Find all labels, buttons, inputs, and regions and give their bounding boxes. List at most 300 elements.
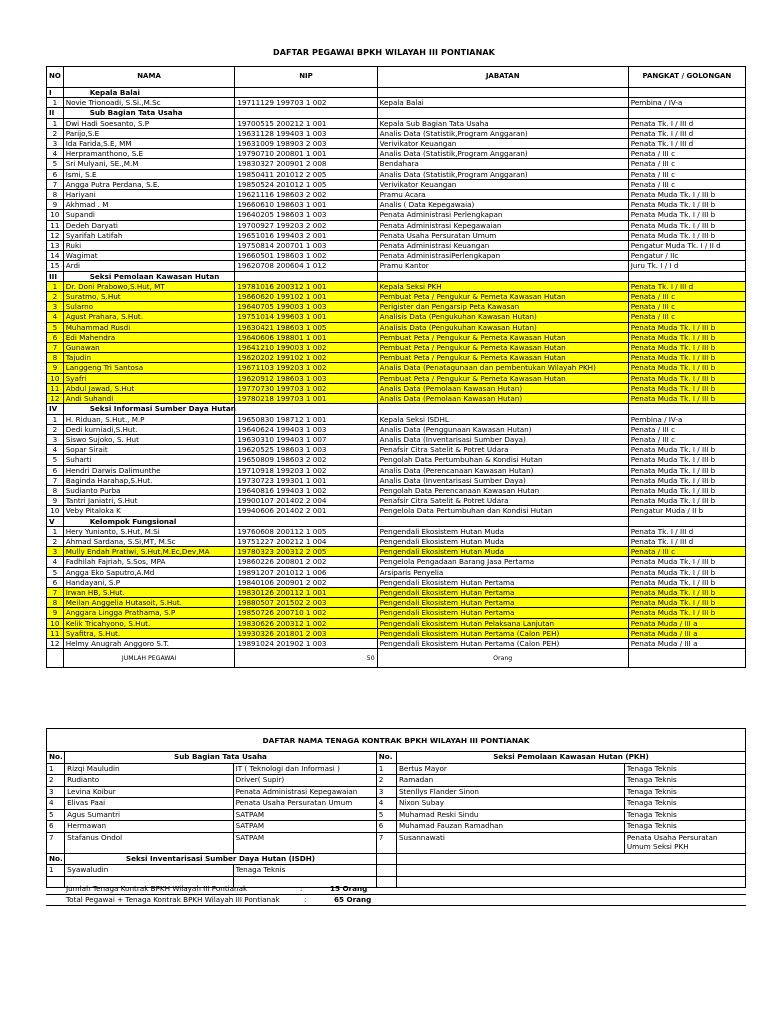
row-nama: Fadhilah Fajriah, S.Sos, MPA (63, 557, 235, 567)
row-pangkat: Penata Muda Tk. I / III b (628, 445, 745, 455)
row-pangkat: Penata Tk. I / III d (628, 536, 745, 546)
row-pangkat: Penata / III c (628, 179, 745, 189)
row-nip: 19640624 199403 1 003 (235, 424, 377, 434)
row-jabatan: Analis Data (Penatagunaan dan pembentukan Wilayah PKH) (377, 363, 628, 373)
row-pangkat: Penata Muda Tk. I / III b (628, 332, 745, 342)
section-empty-cell (628, 271, 745, 281)
kontrak-empty-cell (396, 853, 745, 865)
kontrak-right-no: 1 (376, 763, 396, 775)
row-jabatan: Kepala Sub Bagian Tata Usaha (377, 118, 628, 128)
row-nip: 19640816 199403 1 002 (235, 485, 377, 495)
row-no: 12 (47, 230, 64, 240)
kontrak-row (47, 821, 746, 833)
section-row (47, 88, 746, 98)
row-jabatan: Penata Usaha Persuratan Umum (377, 230, 628, 240)
kontrak-row (47, 786, 746, 798)
kontrak-isdh-jabatan: Tenaga Teknis (233, 865, 376, 877)
kontrak-empty-cell (376, 876, 396, 888)
row-nama: Angga Putra Perdana, S.E. (63, 179, 235, 189)
row-jabatan: Pengendali Ekosistem Hutan Pertama (377, 577, 628, 587)
row-nama: Ardi (63, 261, 235, 271)
kontrak-left-no: 6 (47, 821, 65, 833)
table-row (47, 628, 746, 638)
row-nama: Mully Endah Pratiwi, S.Hut,M.Ec,Dev,MA (63, 547, 235, 557)
section-empty-cell (377, 88, 628, 98)
row-no: 3 (47, 547, 64, 557)
row-jabatan: Pengendali Ekosistem Hutan Pertama (377, 598, 628, 608)
row-nama: Sularno (63, 302, 235, 312)
row-pangkat: Penata Tk. I / III d (628, 281, 745, 291)
row-pangkat: Penata Muda Tk. I / III b (628, 343, 745, 353)
page-title: DAFTAR PEGAWAI BPKH WILAYAH III PONTIANAK (273, 48, 495, 57)
table-row (47, 445, 746, 455)
kontrak-right-jabatan: Tenaga Teknis (624, 786, 745, 798)
row-nip: 19930326 201801 2 003 (235, 628, 377, 638)
row-jabatan: Penata Administrasi Kepegawaian (377, 220, 628, 230)
kontrak-right-jabatan: Tenaga Teknis (624, 798, 745, 810)
kontrak-empty-cell (396, 876, 745, 888)
row-no: 11 (47, 628, 64, 638)
row-no: 2 (47, 292, 64, 302)
row-jabatan: Pengolah Data Pertumbuhan & Kondisi Hutan (377, 455, 628, 465)
table-row (47, 169, 746, 179)
kontrak-row (47, 798, 746, 810)
section-number: III (47, 271, 64, 281)
row-nama: Ida Farida,S.E, MM (63, 139, 235, 149)
row-no: 12 (47, 638, 64, 648)
section-empty-cell (377, 516, 628, 526)
kontrak-left-no: 3 (47, 786, 65, 798)
row-pangkat: Penata Muda Tk. I / III b (628, 557, 745, 567)
table-row (47, 536, 746, 546)
kontrak-right-no: 7 (376, 832, 396, 853)
row-pangkat: Penata Muda Tk. I / III b (628, 394, 745, 404)
row-no: 10 (47, 618, 64, 628)
kontrak-right-header: Seksi Pemolaan Kawasan Hutan (PKH) (396, 752, 745, 764)
table-row (47, 332, 746, 342)
kontrak-row (47, 775, 746, 787)
row-no: 8 (47, 598, 64, 608)
kontrak-left-no-header: No. (47, 752, 65, 764)
kontrak-empty-cell (376, 853, 396, 865)
kontrak-row (47, 809, 746, 821)
kontrak-header-row (47, 752, 746, 764)
row-jabatan: Kepala Balai (377, 98, 628, 108)
row-no: 6 (47, 577, 64, 587)
row-nip: 19631128 199403 1 003 (235, 128, 377, 138)
row-nama: Tajudin (63, 353, 235, 363)
row-jabatan: Bendahara (377, 159, 628, 169)
table-row (47, 149, 746, 159)
row-no: 1 (47, 281, 64, 291)
row-no: 10 (47, 210, 64, 220)
section-empty-cell (628, 88, 745, 98)
row-jabatan: Pembuat Peta / Pengukur & Pemeta Kawasan Hutan (377, 332, 628, 342)
row-nip: 19700515 200212 1 001 (235, 118, 377, 128)
row-nip: 19770730 199703 1 002 (235, 383, 377, 393)
row-nip: 19780218 199703 1 001 (235, 394, 377, 404)
row-jabatan: Penata AdministrasiPerlengkapan (377, 251, 628, 261)
row-pangkat: Penata / III c (628, 547, 745, 557)
row-pangkat: Penata Muda Tk. I / III b (628, 485, 745, 495)
row-no: 15 (47, 261, 64, 271)
kontrak-right-jabatan: Tenaga Teknis (624, 809, 745, 821)
row-pangkat: Penata Muda Tk. I / III b (628, 353, 745, 363)
row-jabatan: Pramu Kantor (377, 261, 628, 271)
row-no: 11 (47, 220, 64, 230)
row-no: 9 (47, 496, 64, 506)
row-nip: 19760608 200112 1 005 (235, 526, 377, 536)
row-nama: Syafitra, S.Hut. (63, 628, 235, 638)
row-jabatan: Pengendali Ekosistem Hutan Pertama (377, 587, 628, 597)
table-row (47, 343, 746, 353)
kontrak-right-nama: Bertus Mayor (396, 763, 624, 775)
table-row (47, 567, 746, 577)
row-pangkat: Pengatur / IIc (628, 251, 745, 261)
table-row (47, 312, 746, 322)
kontrak-left-nama: Levina Koibur (65, 786, 233, 798)
row-jabatan: Pembuat Peta / Pengukur & Pemeta Kawasan Hutan (377, 353, 628, 363)
row-pangkat: Penata Tk. I / III d (628, 118, 745, 128)
row-jabatan: Analis Data (Penggunaan Kawasan Hutan) (377, 424, 628, 434)
section-empty-cell (628, 404, 745, 414)
row-pangkat: Penata Muda Tk. I / III b (628, 210, 745, 220)
section-number: I (47, 88, 64, 98)
row-nama: Hariyani (63, 190, 235, 200)
row-pangkat: Juru Tk. I / I d (628, 261, 745, 271)
row-nama: Anggara Lingga Prathama, S.P (63, 608, 235, 618)
row-jabatan: Analis Data (Pemolaan Kawasan Hutan) (377, 394, 628, 404)
row-no: 3 (47, 302, 64, 312)
row-no: 6 (47, 332, 64, 342)
table-row (47, 179, 746, 189)
kontrak-table-body (47, 752, 746, 888)
row-nip: 19830626 200312 1 002 (235, 618, 377, 628)
total-label: JUMLAH PEGAWAI (63, 649, 235, 668)
table-row (47, 587, 746, 597)
table-row (47, 373, 746, 383)
row-nip: 19640705 199003 1 003 (235, 302, 377, 312)
row-no: 13 (47, 241, 64, 251)
table-row (47, 383, 746, 393)
row-no: 10 (47, 373, 64, 383)
row-nip: 19850411 201012 2 005 (235, 169, 377, 179)
row-nip: 19830327 200901 2 008 (235, 159, 377, 169)
row-jabatan: Kepala Seksi ISDHL (377, 414, 628, 424)
table-row (47, 98, 746, 108)
row-pangkat: Penata / III c (628, 292, 745, 302)
row-nip: 19860226 200801 2 002 (235, 557, 377, 567)
row-jabatan: Analis Data (Pemolaan Kawasan Hutan) (377, 383, 628, 393)
row-nip: 19700927 199203 2 002 (235, 220, 377, 230)
table-row (47, 434, 746, 444)
kontrak-empty-cell (376, 865, 396, 877)
row-pangkat: Penata Muda Tk. I / III b (628, 383, 745, 393)
row-nip: 19641210 199003 1 002 (235, 343, 377, 353)
table-row (47, 618, 746, 628)
row-nama: Supandi (63, 210, 235, 220)
row-pangkat: Penata Muda Tk. I / III b (628, 373, 745, 383)
row-pangkat: Penata Muda Tk. I / III b (628, 363, 745, 373)
row-jabatan: Pembuat Peta / Pengukur & Pemeta Kawasan Hutan (377, 292, 628, 302)
kontrak-right-nama: Nixon Subay (396, 798, 624, 810)
row-jabatan: Pengendali Ekosistem Hutan Muda (377, 547, 628, 557)
row-nama: Helmy Anugrah Anggoro S.T. (63, 638, 235, 648)
total-row (47, 649, 746, 668)
section-number: IV (47, 404, 64, 414)
kontrak-right-no: 2 (376, 775, 396, 787)
section-name: Seksi Informasi Sumber Daya Hutan (63, 404, 235, 414)
row-nama: Angga Eko Saputro,A.Md (63, 567, 235, 577)
table-row (47, 139, 746, 149)
row-nama: Siswo Sujoko, S. Hut (63, 434, 235, 444)
table-row (47, 608, 746, 618)
row-no: 5 (47, 567, 64, 577)
row-nip: 19781016 200312 1 001 (235, 281, 377, 291)
row-nip: 19891024 201902 1 003 (235, 638, 377, 648)
section-empty-cell (235, 516, 377, 526)
row-nama: Sudianto Purba (63, 485, 235, 495)
row-no: 7 (47, 343, 64, 353)
section-name: Sub Bagian Tata Usaha (63, 108, 235, 118)
table-row (47, 128, 746, 138)
row-nip: 19751014 199603 1 001 (235, 312, 377, 322)
row-nama: Novie Trionoadi, S.Si.,M.Sc (63, 98, 235, 108)
kontrak-left-jabatan: IT ( Teknologi dan Informasi ) (233, 763, 376, 775)
kontrak-left-jabatan: SATPAM (233, 821, 376, 833)
table-row (47, 496, 746, 506)
kontrak-left-nama: Elivas Paai (65, 798, 233, 810)
row-nama: Akhmad . M (63, 200, 235, 210)
row-pangkat: Pengatur Muda / II b (628, 506, 745, 516)
row-nama: Ismi, S.E (63, 169, 235, 179)
header-jabatan: JABATAN (377, 67, 628, 88)
row-nama: Muhammad Rusdi (63, 322, 235, 332)
kontrak-left-jabatan: SATPAM (233, 832, 376, 853)
kontrak-isdh-nama: Syawaludin (65, 865, 233, 877)
row-nip: 19620912 198603 1 003 (235, 373, 377, 383)
row-pangkat: Penata Muda Tk. I / III b (628, 598, 745, 608)
table-row (47, 465, 746, 475)
row-pangkat: Penata Muda Tk. I / III b (628, 220, 745, 230)
row-jabatan: Analis Data (Inventarisasi Sumber Daya) (377, 475, 628, 485)
kontrak-row (47, 832, 746, 853)
kontrak-left-no: 1 (47, 763, 65, 775)
row-no: 5 (47, 159, 64, 169)
kontrak-right-jabatan: Tenaga Teknis (624, 821, 745, 833)
table-row (47, 210, 746, 220)
row-no: 9 (47, 200, 64, 210)
row-nip: 19840106 200901 2 002 (235, 577, 377, 587)
row-nip: 19780323 200312 2 005 (235, 547, 377, 557)
row-nip: 19651016 199403 2 001 (235, 230, 377, 240)
row-nama: Dr. Doni Prabowo,S.Hut, MT (63, 281, 235, 291)
row-nip: 19940606 201402 2 001 (235, 506, 377, 516)
table-row (47, 281, 746, 291)
row-pangkat: Penata Muda Tk. I / III b (628, 455, 745, 465)
row-nip: 19671103 199203 1 002 (235, 363, 377, 373)
total-empty-no (47, 649, 64, 668)
row-no: 1 (47, 414, 64, 424)
row-nip: 19750814 200701 1 003 (235, 241, 377, 251)
row-pangkat: Penata Tk. I / III d (628, 139, 745, 149)
row-no: 8 (47, 190, 64, 200)
kontrak-left-jabatan: Driver( Supir) (233, 775, 376, 787)
table-row (47, 220, 746, 230)
header-no: NO (47, 67, 64, 88)
row-nama: Veby Pitaloka K (63, 506, 235, 516)
kontrak-isdh-header: Seksi Inventarisasi Sumber Daya Hutan (ISDH) (65, 853, 377, 865)
row-nip: 19850726 200710 1 002 (235, 608, 377, 618)
row-jabatan: Kepala Seksi PKH (377, 281, 628, 291)
kontrak-summary-value: 15 Orang (330, 884, 368, 893)
table-row (47, 230, 746, 240)
kontrak-left-nama: Hermawan (65, 821, 233, 833)
table-row (47, 200, 746, 210)
kontrak-title: DAFTAR NAMA TENAGA KONTRAK BPKH WILAYAH III PONTIANAK (46, 728, 746, 752)
row-jabatan: Pengendali Ekosistem Hutan Muda (377, 536, 628, 546)
row-nama: Abdul Jawad, S.Hut (63, 383, 235, 393)
row-nama: Gunawan (63, 343, 235, 353)
row-nama: H. Riduan, S.Hut., M.P (63, 414, 235, 424)
row-pangkat: Penata Muda / III a (628, 628, 745, 638)
section-empty-cell (377, 271, 628, 281)
total-summary-label: Total Pegawai + Tenaga Kontrak BPKH Wilayah III Pontianak (66, 895, 280, 904)
row-pangkat: Penata Muda Tk. I / III b (628, 322, 745, 332)
row-nama: Sopar Sirait (63, 445, 235, 455)
summary-bottom-line (46, 905, 746, 906)
row-pangkat: Penata Muda / III a (628, 638, 745, 648)
kontrak-right-jabatan: Tenaga Teknis (624, 763, 745, 775)
row-nama: Wagimat (63, 251, 235, 261)
row-no: 3 (47, 139, 64, 149)
row-jabatan: Analis Data (Statistik,Program Anggaran) (377, 128, 628, 138)
kontrak-left-nama: Rizqi Mauludin (65, 763, 233, 775)
row-pangkat: Penata Muda Tk. I / III b (628, 230, 745, 240)
row-jabatan: Perigister dan Pengarsip Peta Kawasan (377, 302, 628, 312)
row-jabatan: Pengelola Data Pertumbuhan dan Kondisi Hutan (377, 506, 628, 516)
row-no: 5 (47, 455, 64, 465)
kontrak-right-nama: Ramadan (396, 775, 624, 787)
table-row (47, 414, 746, 424)
row-nama: Kelik Tricahyono, S.Hut. (63, 618, 235, 628)
row-no: 7 (47, 587, 64, 597)
row-jabatan: Pembuat Peta / Pengukur & Pemeta Kawasan Hutan (377, 373, 628, 383)
row-no: 8 (47, 353, 64, 363)
row-pangkat: Penata Muda / III a (628, 618, 745, 628)
section-number: II (47, 108, 64, 118)
row-pangkat: Penata Muda Tk. I / III b (628, 465, 745, 475)
row-pangkat: Pembina / IV-a (628, 414, 745, 424)
table-row (47, 118, 746, 128)
row-nip: 19620202 199102 1 002 (235, 353, 377, 363)
row-jabatan: Pramu Acara (377, 190, 628, 200)
row-jabatan: Pengendali Ekosistem Hutan Pertama (Calon PEH) (377, 638, 628, 648)
kontrak-left-no: 2 (47, 775, 65, 787)
header-nip: NIP (235, 67, 377, 88)
row-nip: 19880507 201502 2 003 (235, 598, 377, 608)
kontrak-right-nama: Muhamad Reski Sindu (396, 809, 624, 821)
kontrak-left-no: 5 (47, 809, 65, 821)
row-nama: Meilan Anggelia Hutasoit, S.Hut. (63, 598, 235, 608)
table-row (47, 159, 746, 169)
row-jabatan: Analis Data (Statistik,Program Anggaran) (377, 169, 628, 179)
row-nip: 19711129 199703 1 002 (235, 98, 377, 108)
row-no: 4 (47, 445, 64, 455)
section-empty-cell (235, 404, 377, 414)
row-pangkat: Penata Muda Tk. I / III b (628, 577, 745, 587)
row-no: 5 (47, 322, 64, 332)
row-pangkat: Penata Tk. I / III d (628, 526, 745, 536)
kontrak-empty-cell (47, 876, 65, 888)
row-nama: Edi Mahendra (63, 332, 235, 342)
kontrak-summary-colon: : (300, 884, 303, 893)
row-no: 2 (47, 536, 64, 546)
section-row (47, 404, 746, 414)
row-jabatan: Analisis Data (Pengukuhan Kawasan Hutan) (377, 312, 628, 322)
table-row (47, 353, 746, 363)
kontrak-summary-label: Jumlah Tenaga Kontrak BPKH Wilayah III Pontianak (66, 884, 248, 893)
section-empty-cell (628, 108, 745, 118)
kontrak-right-no: 3 (376, 786, 396, 798)
row-nama: Hery Yunianto, S.Hut, M.Si (63, 526, 235, 536)
row-nip: 19620525 198603 1 003 (235, 445, 377, 455)
row-jabatan: Pengelola Pengadaan Barang Jasa Pertama (377, 557, 628, 567)
total-empty-pangkat (628, 649, 745, 668)
row-nama: Baginda Harahap,S.Hut. (63, 475, 235, 485)
row-pangkat: Penata Muda Tk. I / III b (628, 190, 745, 200)
table-row (47, 363, 746, 373)
section-row (47, 516, 746, 526)
row-pangkat: Penata Muda Tk. I / III b (628, 496, 745, 506)
row-jabatan: Penata Administrasi Keuangan (377, 241, 628, 251)
kontrak-left-jabatan: Penata Administrasi Kepegawaian (233, 786, 376, 798)
kontrak-left-no: 4 (47, 798, 65, 810)
kontrak-right-no: 4 (376, 798, 396, 810)
row-nip: 19630421 198603 1 005 (235, 322, 377, 332)
row-no: 10 (47, 506, 64, 516)
row-jabatan: Pengolah Data Perencanaan Kawasan Hutan (377, 485, 628, 495)
row-nip: 19650809 198603 2 002 (235, 455, 377, 465)
row-nama: Ahmad Sardana, S.Si,MT, M.Sc (63, 536, 235, 546)
row-jabatan: Pembuat Peta / Pengukur & Pemeta Kawasan Hutan (377, 343, 628, 353)
row-nama: Syarifah Latifah (63, 230, 235, 240)
row-nip: 19650830 198712 1 001 (235, 414, 377, 424)
kontrak-left-jabatan: SATPAM (233, 809, 376, 821)
row-pangkat: Penata / III c (628, 424, 745, 434)
row-nama: Irwan HB, S.Hut. (63, 587, 235, 597)
row-nama: Dwi Hadi Soesanto, S.P (63, 118, 235, 128)
kontrak-isdh-row (47, 865, 746, 877)
row-jabatan: Pengendali Ekosistem Hutan Pertama (377, 608, 628, 618)
table-row (47, 455, 746, 465)
row-nip: 19730723 199301 1 001 (235, 475, 377, 485)
row-pangkat: Penata / III c (628, 169, 745, 179)
section-empty-cell (377, 404, 628, 414)
row-pangkat: Penata Muda Tk. I / III b (628, 567, 745, 577)
row-nip: 19620708 200604 1 012 (235, 261, 377, 271)
row-nama: Ruki (63, 241, 235, 251)
table-row (47, 292, 746, 302)
pegawai-table (46, 66, 746, 668)
table-row (47, 557, 746, 567)
row-jabatan: Pengendali Ekosistem Hutan Muda (377, 526, 628, 536)
kontrak-empty-cell (396, 865, 745, 877)
row-nama: Agust Prahara, S.Hut. (63, 312, 235, 322)
section-name: Seksi Pemolaan Kawasan Hutan (63, 271, 235, 281)
row-jabatan: Analis Data (Inventarisasi Sumber Daya) (377, 434, 628, 444)
row-jabatan: Penafsir Citra Satelit & Potret Udara (377, 445, 628, 455)
